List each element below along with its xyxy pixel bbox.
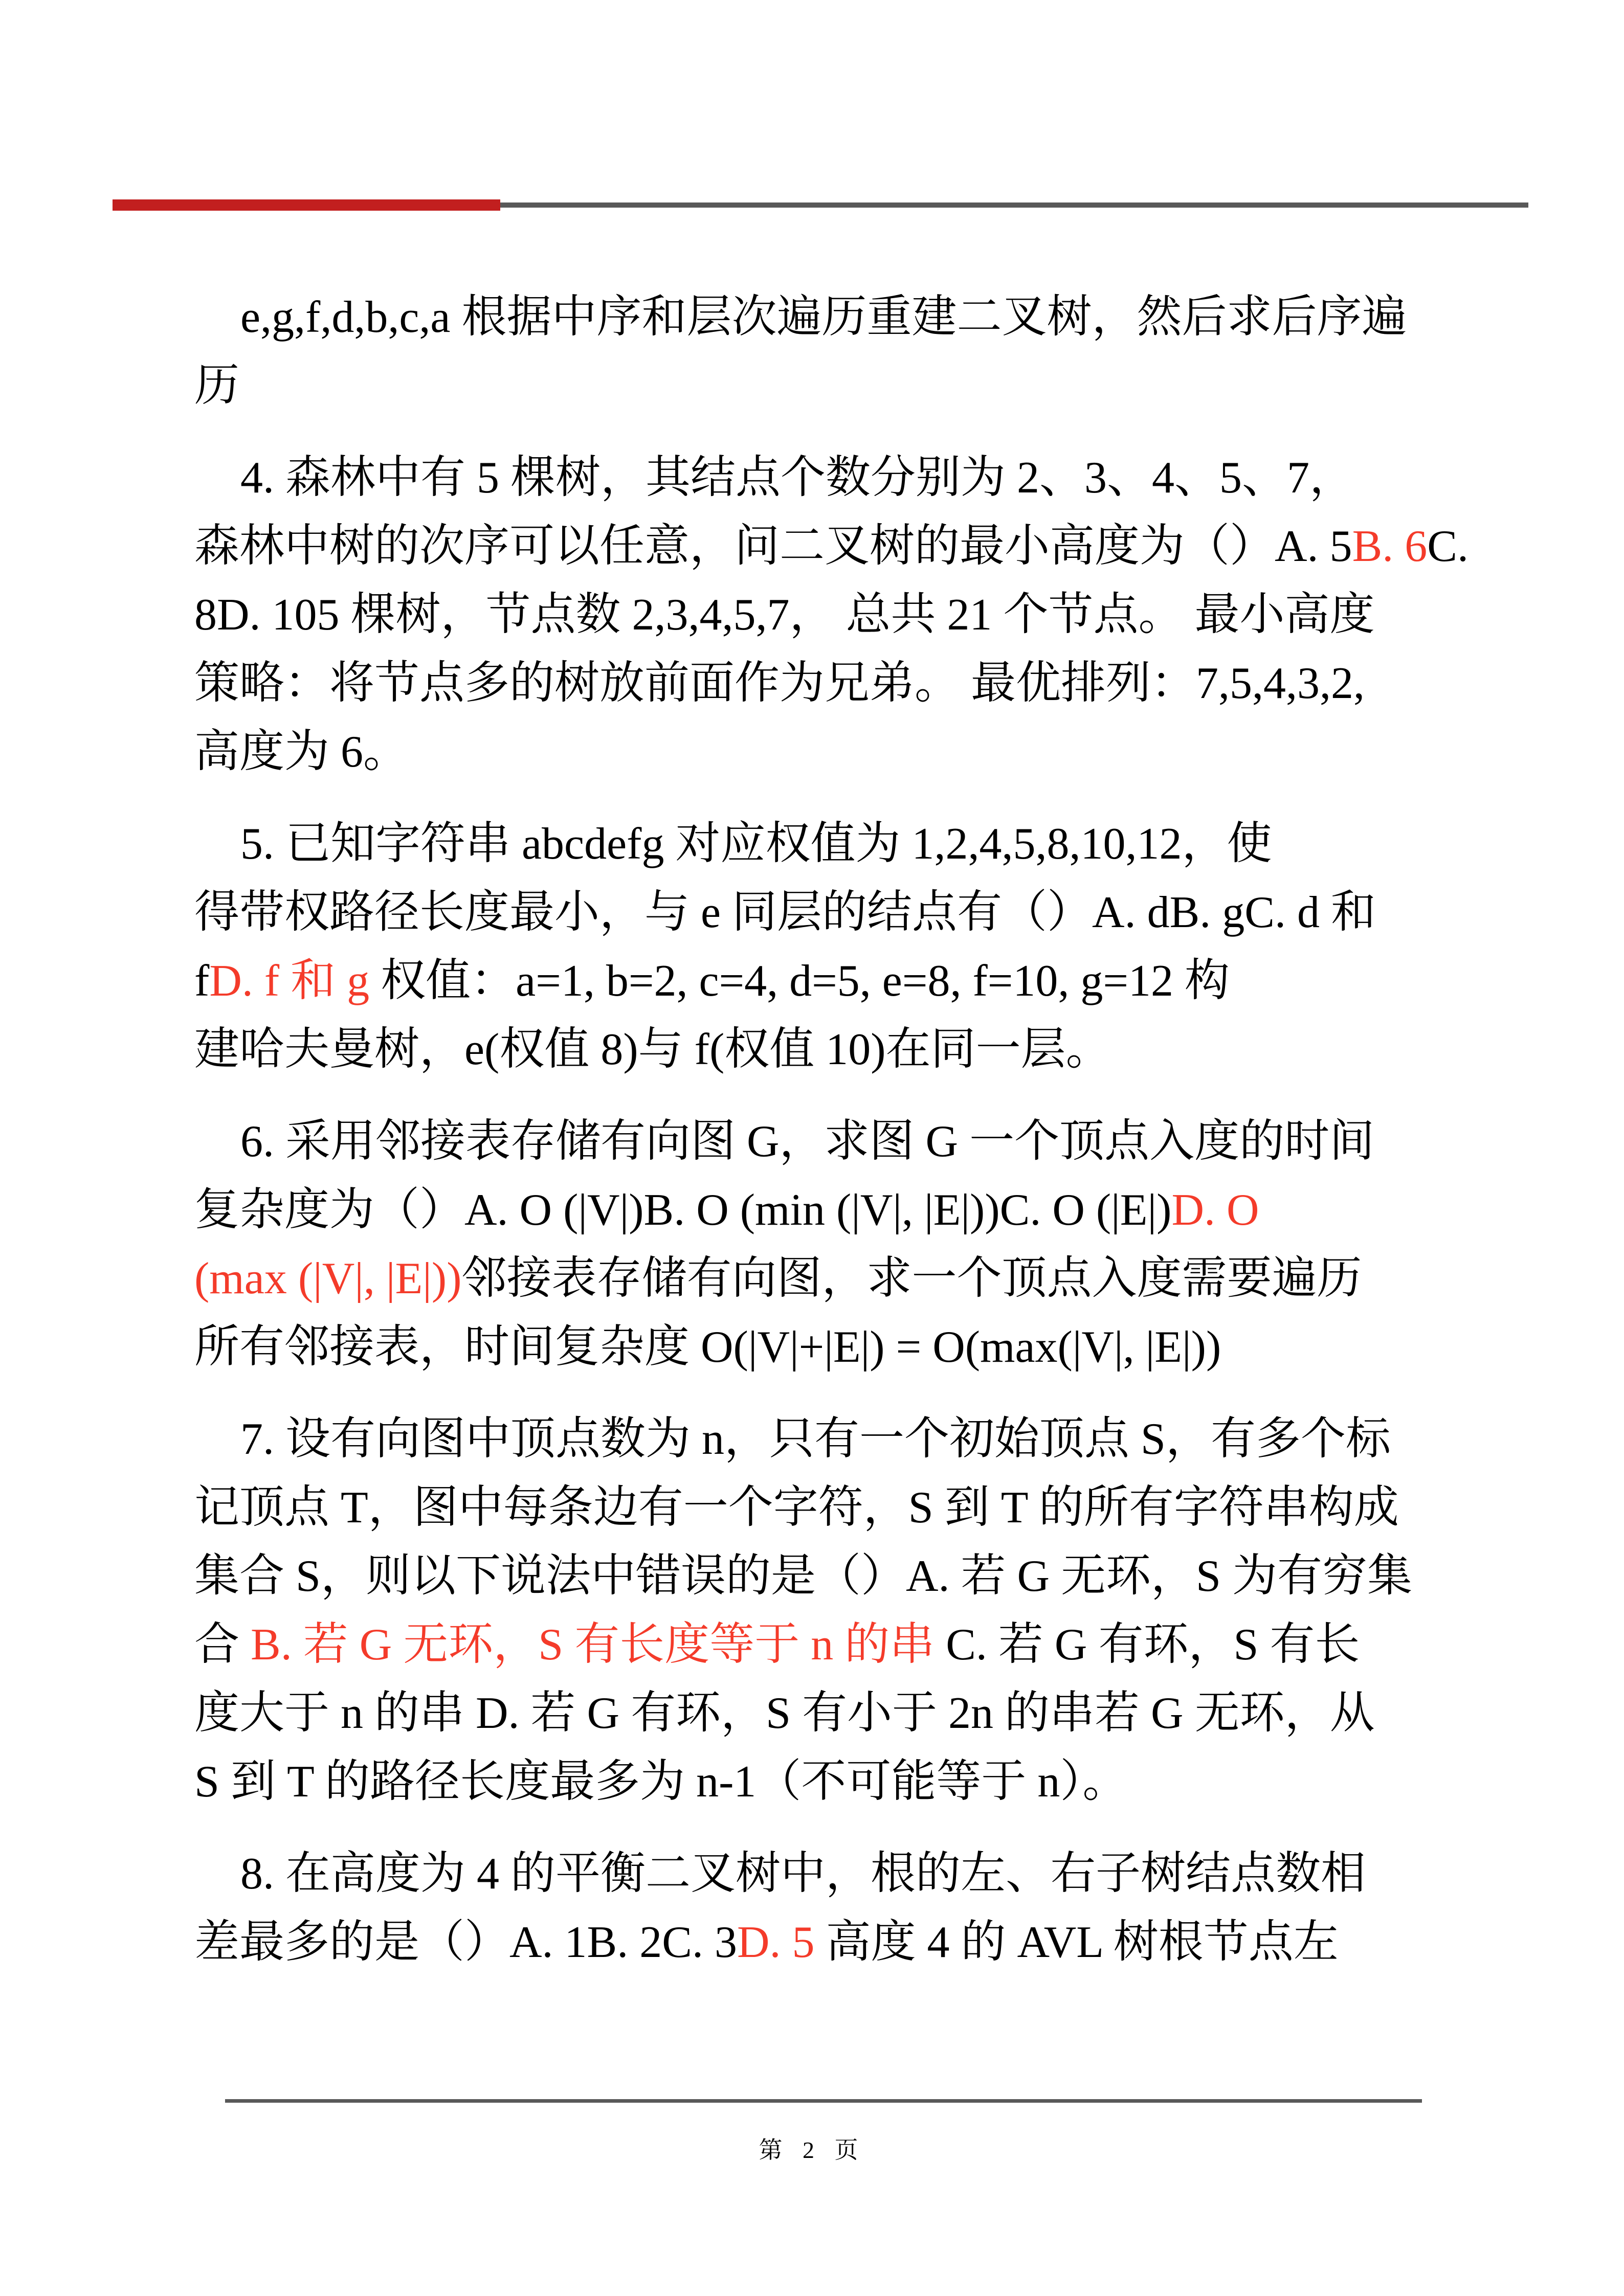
text-segment: 得带权路径长度最小，与 e 同层的结点有（）A. dB. gC. d 和 (194, 888, 1376, 937)
text-segment: 8. 在高度为 4 的平衡二叉树中，根的左、右子树结点数相 (240, 1849, 1366, 1899)
text-line (194, 1245, 1534, 1313)
paragraph (194, 810, 1534, 1084)
answer-highlight: D. f 和 g (209, 956, 370, 1006)
paragraph (194, 283, 1534, 420)
text-line (194, 1016, 1534, 1084)
paragraph (194, 1405, 1534, 1816)
text-segment: 合 (194, 1620, 251, 1670)
text-line (194, 1611, 1534, 1679)
paragraph (194, 1840, 1534, 1977)
text-segment: S 到 T 的路径长度最多为 n-1（不可能等于 n）。 (194, 1757, 1128, 1807)
text-line (194, 1542, 1534, 1611)
text-line (194, 581, 1534, 649)
text-line (194, 1313, 1534, 1382)
text-segment: 历 (194, 361, 240, 411)
answer-highlight: B. 6 (1352, 522, 1428, 571)
text-line (194, 1474, 1534, 1542)
text-line (194, 810, 1534, 879)
text-segment: 所有邻接表，时间复杂度 O(|V|+|E|) = O(max(|V|, |E|)) (194, 1322, 1221, 1372)
text-line (194, 512, 1534, 581)
text-segment: C. 若 G 有环，S 有长 (935, 1620, 1360, 1670)
text-segment: 8D. 105 棵树，节点数 2,3,4,5,7， 总共 21 个节点。 最小高度 (194, 590, 1375, 640)
text-segment: 建哈夫曼树，e(权值 8)与 f(权值 10)在同一层。 (194, 1025, 1111, 1074)
text-segment: 度大于 n 的串 D. 若 G 有环，S 有小于 2n 的串若 G 无环，从 (194, 1689, 1375, 1738)
text-segment: 4. 森林中有 5 棵树，其结点个数分别为 2、3、4、5、7， (240, 453, 1355, 503)
text-line (194, 1679, 1534, 1748)
document-body (194, 283, 1534, 2000)
answer-highlight: B. 若 G 无环，S 有长度等于 n 的串 (251, 1620, 935, 1670)
text-segment: 6. 采用邻接表存储有向图 G，求图 G 一个顶点入度的时间 (240, 1117, 1375, 1166)
text-line (194, 1108, 1534, 1176)
answer-highlight: (max (|V|, |E|)) (194, 1254, 462, 1303)
text-segment: 集合 S，则以下说法中错误的是（）A. 若 G 无环，S 为有穷集 (194, 1551, 1412, 1601)
text-line (194, 1908, 1534, 1977)
text-line (194, 1405, 1534, 1474)
text-segment: f (194, 956, 210, 1006)
page-number: 第 2 页 (759, 2137, 865, 2163)
text-segment: 差最多的是（）A. 1B. 2C. 3 (194, 1918, 737, 1967)
text-segment: 5. 已知字符串 abcdefg 对应权值为 1,2,4,5,8,10,12，使 (240, 819, 1272, 869)
answer-highlight: D. O (1171, 1185, 1259, 1235)
text-segment: 复杂度为（）A. O (|V|)B. O (min (|V|, |E|))C. O (|E|) (194, 1185, 1172, 1235)
text-line (194, 283, 1534, 352)
text-line (194, 1748, 1534, 1816)
text-line (194, 649, 1534, 718)
text-line (194, 1840, 1534, 1908)
text-segment: 高度为 6。 (194, 727, 409, 777)
text-line (194, 947, 1534, 1016)
text-segment: 记顶点 T，图中每条边有一个字符，S 到 T 的所有字符串构成 (194, 1483, 1399, 1533)
paragraph (194, 444, 1534, 786)
text-segment: 权值：a=1, b=2, c=4, d=5, e=8, f=10, g=12 构 (369, 956, 1230, 1006)
header-rule (500, 202, 1528, 208)
text-line (194, 444, 1534, 512)
text-line (194, 352, 1534, 420)
answer-highlight: D. 5 (737, 1918, 815, 1967)
text-segment: 高度 4 的 AVL 树根节点左 (814, 1918, 1339, 1967)
text-segment: e,g,f,d,b,c,a 根据中序和层次遍历重建二叉树，然后求后序遍 (240, 292, 1407, 342)
footer-rule (225, 2099, 1422, 2103)
text-line (194, 879, 1534, 947)
text-segment: C. (1427, 522, 1469, 571)
text-segment: 邻接表存储有向图，求一个顶点入度需要遍历 (461, 1254, 1362, 1303)
text-segment: 7. 设有向图中顶点数为 n，只有一个初始顶点 S，有多个标 (240, 1414, 1391, 1464)
paragraph (194, 1108, 1534, 1382)
text-segment: 策略：将节点多的树放前面作为兄弟。 最优排列：7,5,4,3,2, (194, 659, 1365, 708)
header-accent-bar (113, 199, 500, 211)
text-line (194, 718, 1534, 786)
text-line (194, 1176, 1534, 1245)
text-segment: 森林中树的次序可以任意，问二叉树的最小高度为（）A. 5 (194, 522, 1352, 571)
